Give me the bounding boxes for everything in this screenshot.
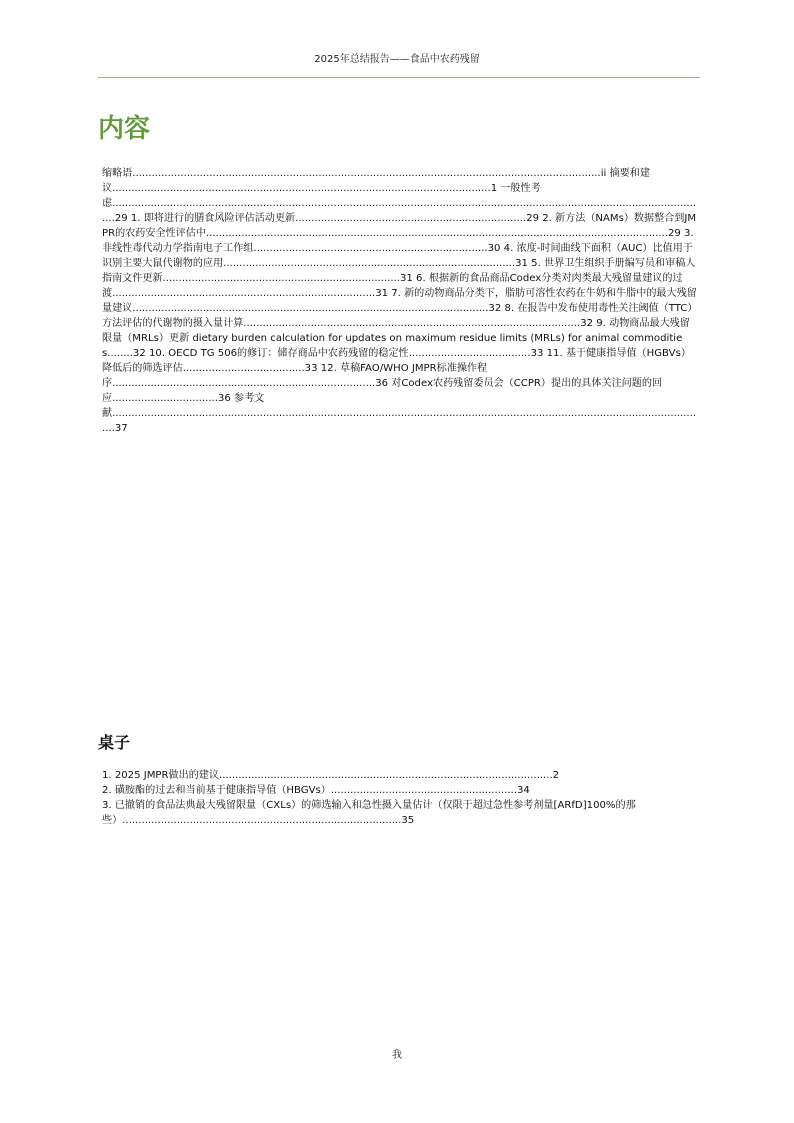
page-header: 2025年总结报告——食品中农药残留 <box>314 54 480 65</box>
page-title: 内容 <box>98 114 151 144</box>
page-number: 我 <box>392 1050 402 1061</box>
tables-section-title: 桌子 <box>98 733 131 752</box>
table-entry-1[interactable]: 1. 2025 JMPR做出的建议........................................................................................................2 <box>102 770 560 781</box>
list-of-tables <box>102 768 698 828</box>
table-entry-3[interactable]: 3. 已撤销的食品法典最大残留限量（CXLs）的筛选输入和急性摄入量估计（仅限于超过急性参考剂量[ARfD]100%的那些）.......................................................................................35 <box>102 800 636 826</box>
table-entry-2[interactable]: 2. 磺胺酯的过去和当前基于健康指导值（HBGVs）..........................................................34 <box>102 785 530 796</box>
table-of-contents: 缩略语..................................................................................................................................................ii 摘要和建议......................................................................................................................1 一般性考虑..........................................................................................................................................................................................29 1. 即将进行的膳食风险评估活动更新........................................................................29 2. 新方法（NAMs）数据整合到JMPR的农药安全性评估中................................................................................................................................................29 3. 非线性毒代动力学指南电子工作组.........................................................................30 4. 浓度-时间曲线下面积（AUC）比值用于识别主要大鼠代谢物的应用...........................................................................................31 5. 世界卫生组织手册编写员和审稿人指南文件更新..........................................................................31 6. 根据新的食品商品Codex分类对肉类最大残留量建议的过渡..................................................................................31 7. 新的动物商品分类下，脂肪可溶性农药在牛奶和牛脂中的最大残留量建议...............................................................................................................32 8. 在报告中发布使用毒性关注阈值（TTC）方法评估的代谢物的摄入量计算.........................................................................................................32 9. 动物商品最大残留限量（MRLs）更新 dietary burden calculation for updates on maximum residue limits (MRLs) for animal commodities........32 10. OECD TG 506的修订：储存商品中农药残留的稳定性......................................33 11. 基于健康指导值（HGBVs）降低后的筛选评估......................................33 12. 草稿FAO/WHO JMPR标准操作程序..................................................................................36 对Codex农药残留委员会（CCPR）提出的具体关注问题的回应.................................36 参考文献..........................................................................................................................................................................................37 <box>102 168 698 434</box>
header-divider <box>98 77 700 78</box>
